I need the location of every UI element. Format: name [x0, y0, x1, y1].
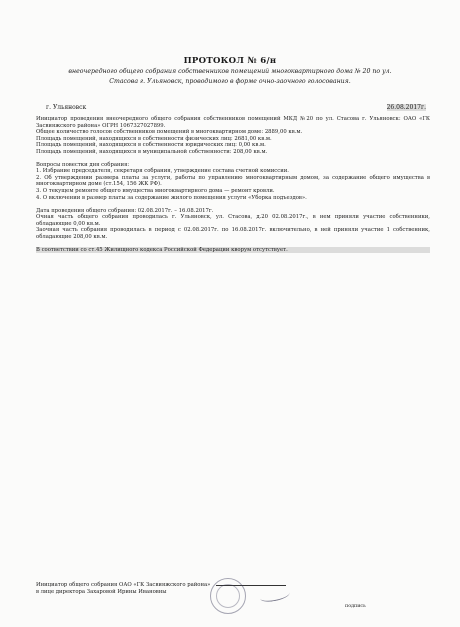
protocol-body — [36, 116, 430, 253]
protocol-subtitle-line1: внеочередного общего собрания собственников помещений многоквартирного дома № 20 по ул. — [68, 68, 392, 75]
agenda-item-4: 4. О включении в размер платы за содержание жилого помещения услуги «Уборка подъездов». — [36, 194, 307, 201]
paragraph-area-individuals: Площадь помещений, находящихся в собственности физических лиц: 2681,00 кв.м. — [36, 135, 272, 142]
agenda-heading: Вопросы повестки дня собрания: — [36, 161, 130, 168]
protocol-header — [0, 56, 460, 86]
place-date-line — [46, 104, 426, 111]
place: г. Ульяновск — [46, 104, 87, 111]
paragraph-absentee-part: Заочная часть собрания проводилась в период с 02.08.2017г. по 16.08.2017г. включительно, в ней приняли участие 1 собственник, обладающие 208,00 кв.м. — [36, 227, 430, 240]
paragraph-area-legal: Площадь помещений, находящихся в собственности юридических лиц: 0,00 кв.м. — [36, 142, 266, 149]
paragraph-in-person-part: Очная часть общего собрания проводилась г. Ульяновск, ул. Стасова, д.20 02.08.2017г., в нем приняли участие собственники, обладающие 0,00 кв.м. — [36, 214, 430, 227]
signature-person: в лице директора Захаровой Ирины Ивановны — [36, 588, 167, 595]
agenda-item-3: 3. О текущем ремонте общего имущества многоквартирного дома — ремонт кровли. — [36, 188, 275, 195]
signature-label: подпись — [345, 604, 366, 609]
protocol-title: ПРОТОКОЛ № 6/н — [183, 56, 277, 66]
protocol-date: 26.08.2017г. — [386, 104, 426, 111]
stamp-icon — [210, 578, 246, 614]
signature-initiator: Инициатор общего собрания ОАО «ГК Засвияжского района» — [36, 582, 430, 589]
paragraph-meeting-dates: Дата проведения общего собрания: 02.08.2017г. – 16.08.2017г. — [36, 207, 214, 214]
agenda-item-1: 1. Избрание председателя, секретаря собрания, утверждение состава счетной комиссии. — [36, 168, 289, 175]
paragraph-area-municipal: Площадь помещений, находящихся в муниципальной собственности: 208,00 кв.м. — [36, 148, 268, 155]
agenda-item-2: 2. Об утверждении размера платы за услуги, работы по управлению многоквартирным домом, за содержание общего имущества в многоквартирном доме (ст.154, 156 ЖК РФ). — [36, 174, 430, 188]
paragraph-quorum: В соответствии со ст.45 Жилищного кодекса Российской Федерации кворум отсутствует. — [36, 247, 430, 254]
protocol-subtitle-line2: Стасова г. Ульяновск, проводимого в форме очно-заочного голосования. — [109, 78, 351, 85]
paragraph-initiator: Инициатор проведения внеочередного общего собрания собственников помещений МКД №20 по ул. Стасова г. Ульяновск: ОАО «ГК Засвияжского района» ОГРН 1067327027899. — [36, 116, 430, 129]
paragraph-total-votes: Общее количество голосов собственников помещений в многоквартирном доме: 2889,00 кв.м. — [36, 129, 303, 136]
